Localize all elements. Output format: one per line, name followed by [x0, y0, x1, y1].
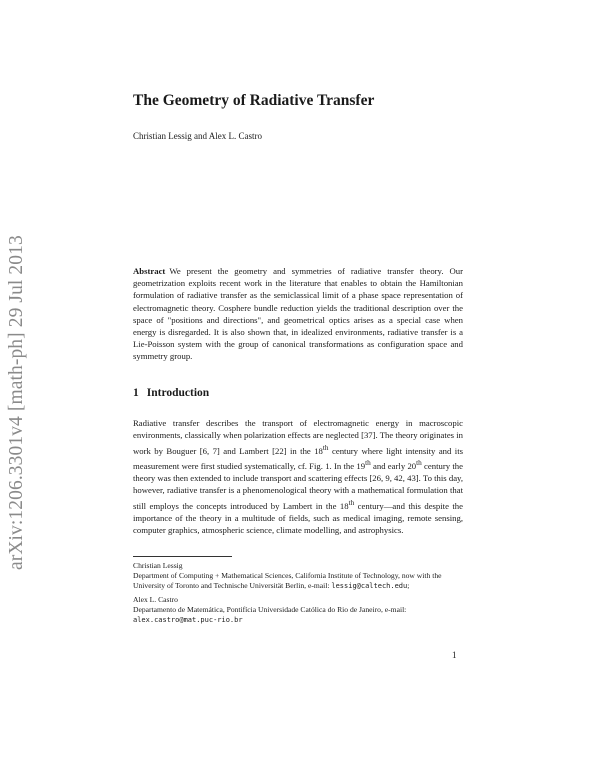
- section-heading: [133, 387, 209, 399]
- punctuation: ;: [407, 581, 410, 590]
- email-link[interactable]: lessig@caltech.edu: [331, 582, 408, 590]
- footnote-author-1: [133, 561, 463, 591]
- affiliation-text: Departamento de Matemática, Pontifícia Universidade Católica do Rio de Janeiro, e-mail:: [133, 605, 407, 614]
- abstract-text: We present the geometry and symmetries of radiative transfer theory. Our geometrization exploits recent work in the literature that enables to obtain the Hamiltonian formulation of radiative transfer as the semiclassical limit of a phase space representation of electromagnetic theory. Cosphere bundle reduction yields the traditional description over the space of "positions and directions", and geometrical optics arises as a special case when energy is disregarded. It is also shown that, in idealized environments, radiative transfer is a Lie-Poisson system with the group of canonical transformations as configuration space and symmetry group.: [133, 266, 463, 362]
- intro-text-2: century where light intensity and its measurement were first studied systematically, cf. Fig. 1. In the 19: [133, 445, 463, 471]
- footnote-author-name: Christian Lessig: [133, 561, 183, 570]
- intro-text-4: century the theory was then extended to include transport and scattering effects [26, 9, 42, 43]. To this day, however, radiative transfer is a phenomenological theory with a mathematical formulation that still employs the concepts introduced by Lambert in the 18: [133, 460, 463, 511]
- footnote-affiliation: [133, 571, 463, 591]
- introduction-paragraph: [133, 417, 463, 536]
- author-list: Christian Lessig and Alex L. Castro: [133, 131, 262, 141]
- intro-text-1: Radiative transfer describes the transport of electromagnetic energy in macroscopic environments, classically when polarization effects are neglected [37]. The theory originates in work by Bouguer [6, 7] and Lambert [22] in the 18: [133, 418, 463, 456]
- arxiv-identifier: arXiv:1206.3301v4 [math-ph] 29 Jul 2013: [6, 235, 27, 570]
- abstract-label: Abstract: [133, 266, 166, 276]
- footnote-author-name: Alex L. Castro: [133, 595, 178, 604]
- superscript: th: [365, 458, 371, 467]
- paper-title: The Geometry of Radiative Transfer: [133, 92, 375, 109]
- abstract: [133, 265, 463, 363]
- intro-text-5: century—and this despite the importance of the theory in a multitude of fields, such as medical imaging, remote sensing, computer graphics, atmospheric science, climate modelling, and astrophysics.: [133, 500, 463, 536]
- superscript: th: [416, 458, 422, 467]
- superscript: th: [348, 498, 355, 507]
- email-link[interactable]: alex.castro@mat.puc-rio.br: [133, 616, 243, 624]
- footnote-divider: [133, 556, 232, 557]
- section-number: 1: [133, 387, 139, 399]
- intro-text-3: and early 20: [370, 460, 417, 471]
- footnote-affiliation: [133, 605, 463, 625]
- superscript: th: [322, 443, 329, 452]
- section-title: Introduction: [146, 387, 210, 399]
- affiliation-text: Department of Computing + Mathematical Sciences, California Institute of Technology, now with the University of Toronto and Technische Universität Berlin, e-mail:: [133, 571, 442, 590]
- footnote-author-2: [133, 595, 463, 625]
- page-number: 1: [452, 650, 457, 660]
